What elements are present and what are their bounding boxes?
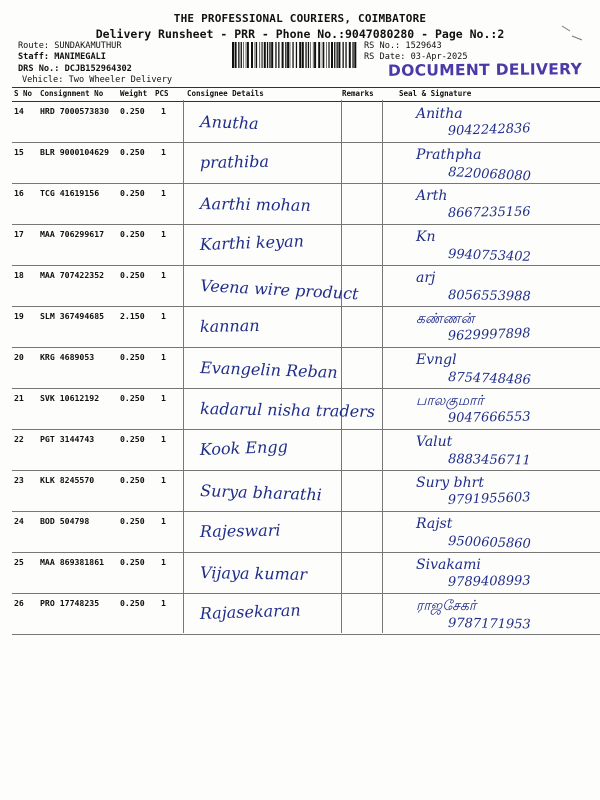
consignee-handwriting xyxy=(188,224,338,264)
rs-no-label: RS No.: xyxy=(364,41,401,51)
table-row xyxy=(12,306,600,348)
signature: Sury bhrt xyxy=(416,475,484,491)
row-consignment-no: MAA 707422352 xyxy=(40,270,105,280)
consignee-name: Evangelin Reban xyxy=(199,358,338,382)
row-sno: 25 xyxy=(14,557,24,567)
phone-number: 9047666553 xyxy=(447,409,531,426)
col-seal-signature: Seal & Signature xyxy=(399,89,472,98)
row-sno: 26 xyxy=(14,598,24,608)
row-consignment-no: PRO 17748235 xyxy=(40,598,100,608)
vehicle-label: Vehicle: xyxy=(22,75,64,85)
row-consignment-no: PGT 3144743 xyxy=(40,434,95,444)
table-row xyxy=(12,552,600,594)
consignee-handwriting xyxy=(188,101,338,141)
table-row xyxy=(12,511,600,553)
row-weight: 0.250 xyxy=(120,106,145,116)
row-pcs: 1 xyxy=(161,352,166,362)
table-header xyxy=(12,87,600,102)
consignee-name: Karthi keyan xyxy=(199,231,305,254)
table-row xyxy=(12,388,600,430)
consignee-name: Aarthi mohan xyxy=(199,194,311,215)
row-sno: 20 xyxy=(14,352,24,362)
signature: Evngl xyxy=(416,352,457,368)
signature-handwriting xyxy=(402,224,600,264)
row-weight: 0.250 xyxy=(120,557,145,567)
row-sno: 15 xyxy=(14,147,24,157)
row-consignment-no: TCG 41619156 xyxy=(40,188,100,198)
row-sno: 17 xyxy=(14,229,24,239)
col-weight: Weight xyxy=(120,89,148,98)
row-sno: 19 xyxy=(14,311,24,321)
row-consignment-no: MAA 869381861 xyxy=(40,557,105,567)
signature-handwriting xyxy=(402,388,600,428)
consignee-handwriting xyxy=(188,593,338,633)
row-weight: 0.250 xyxy=(120,270,145,280)
row-pcs: 1 xyxy=(161,147,166,157)
row-pcs: 1 xyxy=(161,598,166,608)
consignee-handwriting xyxy=(188,306,338,346)
row-sno: 22 xyxy=(14,434,24,444)
row-consignment-no: SVK 10612192 xyxy=(40,393,100,403)
route-label: Route: xyxy=(18,41,50,51)
signature: Sivakami xyxy=(416,557,481,573)
consignee-name: prathiba xyxy=(199,151,270,172)
row-consignment-no: KLK 8245570 xyxy=(40,475,95,485)
consignee-name: kannan xyxy=(199,315,260,336)
table-row xyxy=(12,224,600,266)
signature-handwriting xyxy=(402,593,600,633)
consignee-handwriting xyxy=(188,347,338,387)
consignee-name: kadarul nisha traders xyxy=(199,399,376,422)
consignee-handwriting xyxy=(188,511,338,551)
signature: Valut xyxy=(416,434,453,450)
phone-number: 8667235156 xyxy=(447,204,531,221)
signature: பாலகுமார் xyxy=(416,393,484,409)
table-row xyxy=(12,593,600,635)
vehicle-value: Two Wheeler Delivery xyxy=(68,75,173,85)
drs-label: DRS No.: xyxy=(18,64,60,74)
table-row xyxy=(12,429,600,471)
signature: Kn xyxy=(416,229,436,245)
row-consignment-no: KRG 4689053 xyxy=(40,352,95,362)
row-weight: 0.250 xyxy=(120,393,145,403)
row-weight: 0.250 xyxy=(120,352,145,362)
consignee-handwriting xyxy=(188,388,376,428)
phone-number: 9500605860 xyxy=(447,534,532,552)
rs-date-label: RS Date: xyxy=(364,52,406,62)
signature-handwriting xyxy=(402,470,600,510)
phone-number: 9789408993 xyxy=(447,573,531,590)
route-line xyxy=(18,41,122,51)
signature: Arth xyxy=(416,188,448,204)
signature: Rajst xyxy=(416,516,453,532)
row-consignment-no: MAA 706299617 xyxy=(40,229,105,239)
company-title: THE PROFESSIONAL COURIERS, COIMBATORE xyxy=(173,12,427,25)
consignee-handwriting xyxy=(188,429,338,469)
staff-value: MANIMEGALI xyxy=(54,52,106,62)
consignee-name: Anutha xyxy=(199,112,259,134)
phone-number: 9042242836 xyxy=(447,121,531,139)
col-remarks: Remarks xyxy=(342,89,374,98)
col-consignment: Consignment No xyxy=(40,89,104,98)
rs-no-value: 1529643 xyxy=(405,41,442,51)
col-sno: S No xyxy=(14,89,33,98)
row-weight: 0.250 xyxy=(120,229,145,239)
row-sno: 14 xyxy=(14,106,24,116)
signature-handwriting xyxy=(402,142,600,185)
phone-number: 8220068080 xyxy=(447,165,532,185)
row-consignment-no: BOD 504798 xyxy=(40,516,90,526)
phone-number: 9940753402 xyxy=(447,247,532,265)
row-sno: 23 xyxy=(14,475,24,485)
consignee-handwriting xyxy=(188,183,338,223)
col-consignee: Consignee Details xyxy=(187,89,264,98)
phone-number: 9787171953 xyxy=(447,616,531,633)
table-row xyxy=(12,265,600,307)
signature-handwriting xyxy=(402,347,600,387)
table-row xyxy=(12,347,600,389)
phone-number: 9629997898 xyxy=(447,326,531,344)
row-consignment-no: BLR 9000104629 xyxy=(40,147,110,157)
phone-number: 9791955603 xyxy=(447,490,531,508)
row-pcs: 1 xyxy=(161,311,166,321)
signature: arj xyxy=(416,270,436,286)
consignee-handwriting xyxy=(188,142,338,182)
row-weight: 0.250 xyxy=(120,516,145,526)
signature: Prathpha xyxy=(416,147,482,163)
row-sno: 16 xyxy=(14,188,24,198)
barcode xyxy=(232,42,358,68)
row-sno: 24 xyxy=(14,516,24,526)
row-pcs: 1 xyxy=(161,393,166,403)
row-weight: 2.150 xyxy=(120,311,145,321)
consignee-name: Kook Engg xyxy=(199,436,289,459)
phone-number: 8056553988 xyxy=(447,288,531,305)
signature-handwriting xyxy=(402,101,600,141)
consignee-name: Veena wire product xyxy=(199,276,360,304)
signature-handwriting xyxy=(402,265,600,305)
row-weight: 0.250 xyxy=(120,434,145,444)
row-weight: 0.250 xyxy=(120,475,145,485)
signature: Anitha xyxy=(416,106,463,122)
row-pcs: 1 xyxy=(161,270,166,280)
row-pcs: 1 xyxy=(161,229,166,239)
row-weight: 0.250 xyxy=(120,598,145,608)
staff-label: Staff: xyxy=(18,52,50,62)
phone-number: 8754748486 xyxy=(447,370,532,388)
row-pcs: 1 xyxy=(161,516,166,526)
row-weight: 0.250 xyxy=(120,147,145,157)
drs-line xyxy=(18,64,132,74)
consignee-name: Vijaya kumar xyxy=(199,563,308,584)
consignee-handwriting xyxy=(188,552,338,592)
consignee-handwriting xyxy=(188,470,338,510)
consignee-name: Rajasekaran xyxy=(199,600,301,623)
consignee-name: Rajeswari xyxy=(199,520,281,541)
drs-value: DCJB152964302 xyxy=(64,64,132,74)
runsheet-title: Delivery Runsheet - PRR - Phone No.:9047080280 - Page No.:2 xyxy=(95,27,505,41)
rs-no-line xyxy=(364,41,442,51)
row-sno: 21 xyxy=(14,393,24,403)
row-pcs: 1 xyxy=(161,434,166,444)
table-row xyxy=(12,183,600,225)
table-row xyxy=(12,142,600,184)
row-sno: 18 xyxy=(14,270,24,280)
signature-handwriting xyxy=(402,429,600,469)
signature: ராஜசேகர் xyxy=(416,598,477,614)
col-pcs: PCS xyxy=(155,89,169,98)
corner-mark xyxy=(560,22,590,42)
row-pcs: 1 xyxy=(161,106,166,116)
row-pcs: 1 xyxy=(161,557,166,567)
row-weight: 0.250 xyxy=(120,188,145,198)
vehicle-line xyxy=(22,75,172,85)
signature: கண்ணன் xyxy=(416,311,475,327)
signature-handwriting xyxy=(402,552,600,592)
staff-line xyxy=(18,52,106,62)
row-pcs: 1 xyxy=(161,475,166,485)
table-row xyxy=(12,101,600,143)
signature-handwriting xyxy=(402,183,600,223)
consignee-name: Surya bharathi xyxy=(199,481,323,505)
table-row xyxy=(12,470,600,512)
signature-handwriting xyxy=(402,511,600,551)
row-pcs: 1 xyxy=(161,188,166,198)
document-delivery-stamp: DOCUMENT DELIVERY xyxy=(387,60,583,80)
phone-number: 8883456711 xyxy=(447,452,531,469)
signature-handwriting xyxy=(402,306,600,346)
row-consignment-no: HRD 7000573830 xyxy=(40,106,110,116)
consignee-handwriting xyxy=(188,265,360,305)
row-consignment-no: SLM 367494685 xyxy=(40,311,105,321)
route-value: SUNDAKAMUTHUR xyxy=(54,41,122,51)
rs-date-value: 03-Apr-2025 xyxy=(410,52,468,62)
